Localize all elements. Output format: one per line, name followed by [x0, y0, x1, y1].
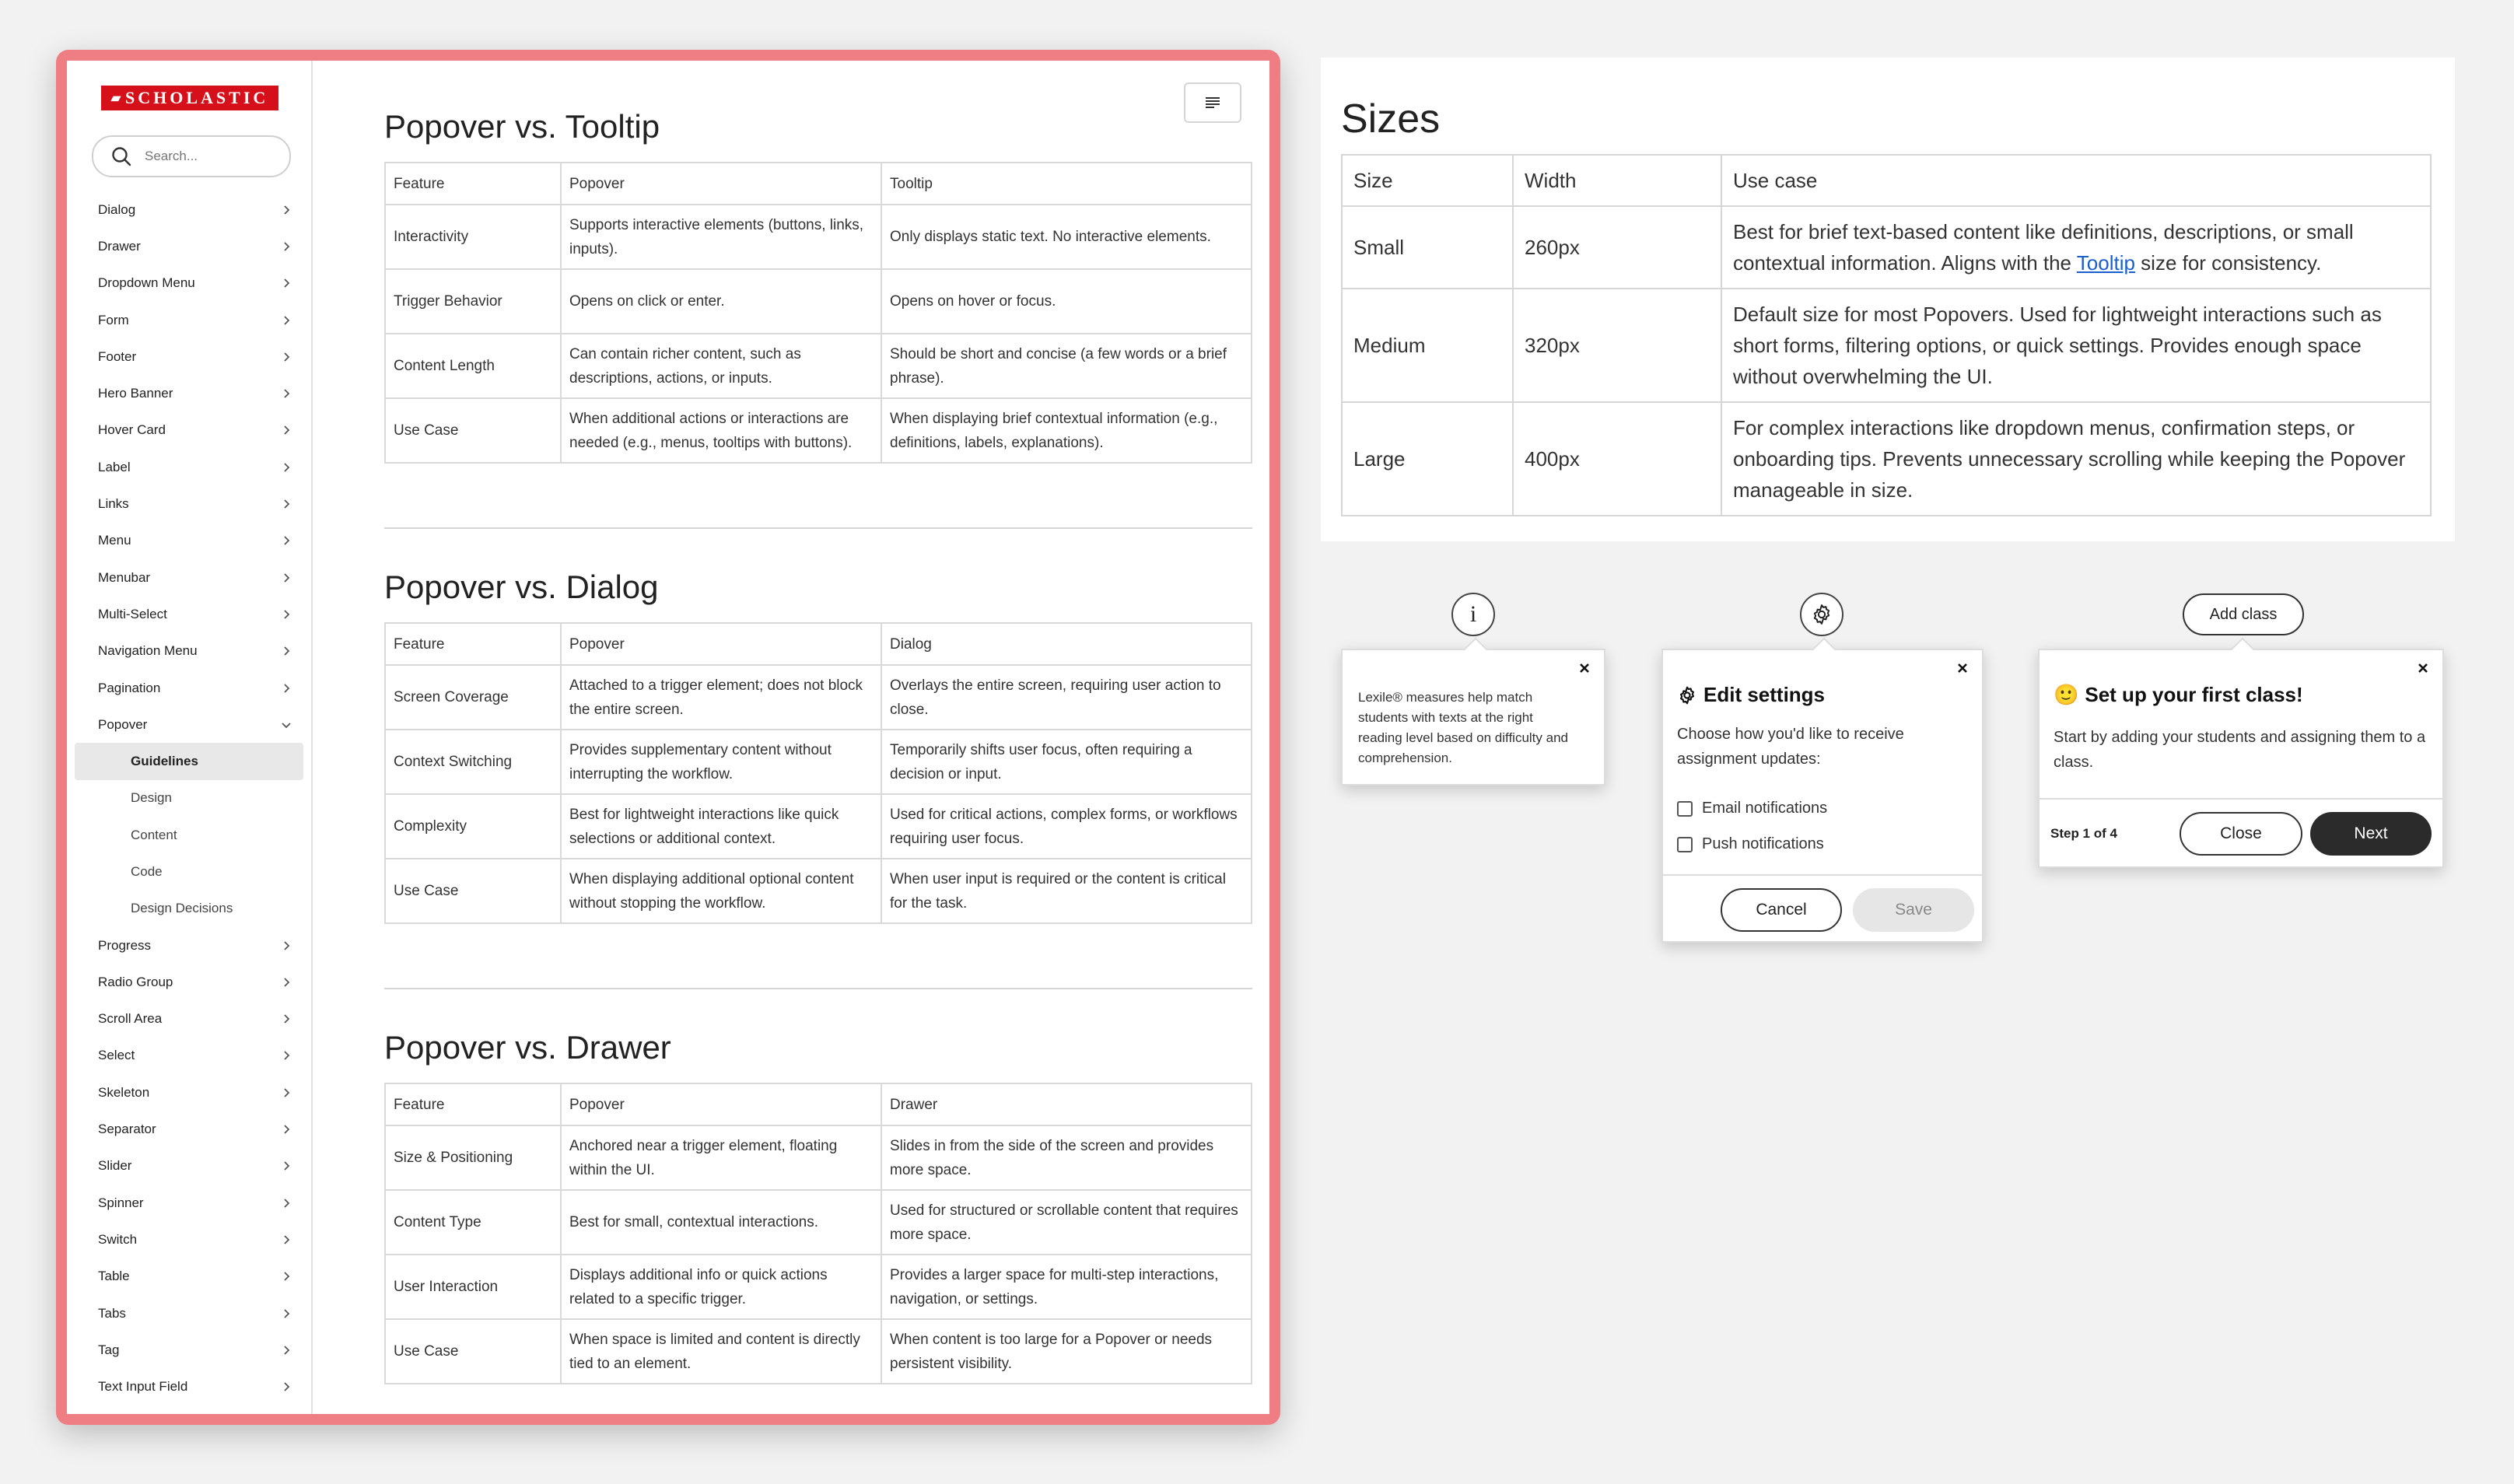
table-row [385, 665, 1252, 730]
table-cell: When displaying brief contextual information (e.g., definitions, labels, explanations). [881, 398, 1252, 463]
sizes-table [1341, 154, 2432, 516]
table-cell: Opens on click or enter. [561, 269, 881, 334]
sidebar-item-label: Form [98, 312, 129, 327]
sidebar-item[interactable] [67, 1148, 311, 1185]
email-checkbox[interactable] [1677, 801, 1693, 817]
sizes-header-cell: Size [1342, 155, 1513, 206]
sidebar-item-label: Separator [98, 1122, 156, 1137]
table-cell: Content Length [385, 334, 561, 398]
size-use-case [1721, 206, 2431, 289]
popover-body: Choose how you'd like to receive assignment updates: [1677, 726, 1904, 768]
sidebar-item-label: Slider [98, 1158, 132, 1174]
table-cell: Overlays the entire screen, requiring user action to close. [881, 665, 1252, 730]
info-icon: i [1469, 601, 1477, 627]
comparison-table-tooltip [384, 162, 1252, 464]
sidebar-item[interactable] [67, 265, 311, 302]
push-checkbox[interactable] [1677, 837, 1693, 852]
use-case-text: Best for brief text-based content like definitions, descriptions, or small contextual information. Aligns with the [1733, 220, 2354, 275]
table-cell: Attached to a trigger element; does not block the entire screen. [561, 665, 881, 730]
table-header-cell: Feature [385, 1083, 561, 1125]
sidebar-item[interactable] [67, 485, 311, 522]
table-cell: Provides supplementary content without interrupting the workflow. [561, 730, 881, 794]
table-row [385, 334, 1252, 398]
size-width: 320px [1513, 289, 1721, 402]
sidebar-item[interactable] [67, 559, 311, 596]
cancel-button[interactable]: Cancel [1721, 888, 1842, 932]
section-divider [384, 527, 1252, 529]
popover-footer [1663, 874, 1982, 944]
checkbox-label: Push notifications [1702, 835, 1824, 852]
sidebar-item-label: Table [98, 1269, 130, 1284]
chevron-right-icon [282, 242, 291, 251]
sidebar-item[interactable] [67, 1111, 311, 1147]
sidebar-subitem[interactable]: Code [131, 863, 163, 879]
table-cell: Use Case [385, 1319, 561, 1384]
sidebar-item-label: Spinner [98, 1195, 144, 1210]
sidebar-item[interactable] [67, 1332, 311, 1368]
table-cell: Content Type [385, 1190, 561, 1255]
section-title-drawer: Popover vs. Drawer [384, 1028, 671, 1066]
main-content [384, 61, 1269, 1414]
popover-text: Lexile® measures help match students with texts at the right reading level based on difficulty and comprehension. [1358, 690, 1568, 765]
add-class-button[interactable]: Add class [2183, 593, 2304, 635]
close-icon[interactable] [1576, 660, 1593, 677]
popover-arrow [1812, 637, 1836, 661]
sizes-row [1342, 206, 2431, 289]
sidebar-item[interactable] [67, 1258, 311, 1295]
sidebar [67, 61, 313, 1414]
sidebar-item-label: Dialog [98, 201, 136, 217]
table-cell: Best for small, contextual interactions. [561, 1190, 881, 1255]
sidebar-item-label: Hover Card [98, 422, 166, 438]
size-name: Large [1342, 402, 1513, 516]
sidebar-item-label: Dropdown Menu [98, 275, 195, 291]
chevron-right-icon [282, 1346, 291, 1355]
search-icon [110, 145, 132, 167]
table-cell: Used for structured or scrollable content that requires more space. [881, 1190, 1252, 1255]
size-width: 260px [1513, 206, 1721, 289]
section-divider [384, 988, 1252, 989]
table-cell: Size & Positioning [385, 1125, 561, 1190]
size-use-case: Default size for most Popovers. Used for lightweight interactions such as short forms, filtering options, or quick settings. Provides enough space without overwhelming the UI. [1721, 289, 2431, 402]
sidebar-item-label: Popover [98, 716, 148, 732]
table-cell: When content is too large for a Popover or needs persistent visibility. [881, 1319, 1252, 1384]
popover-title-text: Edit settings [1703, 683, 1826, 706]
chevron-right-icon [282, 610, 291, 619]
close-icon[interactable] [1954, 660, 1971, 677]
size-use-case: For complex interactions like dropdown menus, confirmation steps, or onboarding tips. Prevents unnecessary scrolling while keeping the Popover manageable in size. [1721, 402, 2431, 516]
table-cell: Context Switching [385, 730, 561, 794]
table-cell: When additional actions or interactions are needed (e.g., menus, tooltips with buttons). [561, 398, 881, 463]
chevron-right-icon [282, 425, 291, 435]
table-cell: Used for critical actions, complex forms, or workflows requiring user focus. [881, 794, 1252, 859]
table-cell: Only displays static text. No interactive elements. [881, 205, 1252, 269]
docs-window [67, 61, 1269, 1414]
table-row [385, 269, 1252, 334]
sidebar-item-label: Skeleton [98, 1084, 150, 1100]
next-button[interactable]: Next [2310, 812, 2432, 856]
sidebar-item-label: Switch [98, 1231, 138, 1247]
large-popover [2038, 649, 2444, 868]
chevron-right-icon [282, 316, 291, 325]
popover-arrow [2230, 637, 2254, 661]
chevron-right-icon [282, 389, 291, 398]
sidebar-item[interactable] [67, 1369, 311, 1405]
sizes-header-cell: Width [1513, 155, 1721, 206]
sidebar-search[interactable] [92, 135, 291, 177]
sidebar-item[interactable] [67, 670, 311, 706]
table-cell: Screen Coverage [385, 665, 561, 730]
chevron-right-icon [282, 1161, 291, 1171]
sidebar-subitem[interactable]: Design [131, 790, 172, 806]
sidebar-item[interactable] [67, 1221, 311, 1258]
sidebar-item-label: Tag [98, 1342, 120, 1357]
table-row [385, 398, 1252, 463]
chevron-right-icon [282, 1272, 291, 1281]
sidebar-item[interactable] [67, 302, 311, 338]
table-cell: Interactivity [385, 205, 561, 269]
sidebar-item[interactable] [67, 412, 311, 449]
sidebar-item[interactable] [67, 449, 311, 485]
tooltip-link[interactable]: Tooltip [2076, 251, 2135, 275]
sidebar-subitem[interactable]: Design Decisions [131, 901, 233, 916]
lines-icon [1203, 95, 1222, 110]
medium-popover [1661, 649, 1984, 943]
table-row [385, 1125, 1252, 1190]
table-row [385, 1190, 1252, 1255]
sizes-row [1342, 402, 2431, 516]
table-cell: Anchored near a trigger element, floating within the UI. [561, 1125, 881, 1190]
chevron-right-icon [282, 1382, 291, 1391]
table-cell: Trigger Behavior [385, 269, 561, 334]
gear-icon [1810, 603, 1833, 626]
small-popover [1341, 649, 1605, 786]
table-cell: When user input is required or the content is critical for the task. [881, 859, 1252, 923]
chevron-right-icon [282, 941, 291, 950]
comparison-table-dialog [384, 622, 1252, 924]
sidebar-item[interactable] [67, 706, 311, 743]
table-header-row [385, 623, 1252, 665]
table-cell: When space is limited and content is directly tied to an element. [561, 1319, 881, 1384]
table-header-cell: Popover [561, 623, 881, 665]
sizes-row [1342, 289, 2431, 402]
sidebar-item-label: Pagination [98, 680, 161, 695]
table-cell: Complexity [385, 794, 561, 859]
sidebar-item-label: Tabs [98, 1305, 126, 1321]
size-name: Small [1342, 206, 1513, 289]
use-case-text: size for consistency. [2134, 251, 2322, 275]
table-header-cell: Drawer [881, 1083, 1252, 1125]
table-cell: Best for lightweight interactions like quick selections or additional context. [561, 794, 881, 859]
sidebar-item[interactable] [67, 1295, 311, 1332]
table-of-contents-button[interactable] [1184, 82, 1241, 123]
table-cell: Can contain richer content, such as descriptions, actions, or inputs. [561, 334, 881, 398]
sidebar-item-label: Radio Group [98, 974, 173, 989]
table-row [385, 730, 1252, 794]
push-notifications-option[interactable] [1677, 835, 1824, 853]
table-cell: Slides in from the side of the screen and provides more space. [881, 1125, 1252, 1190]
chevron-right-icon [282, 278, 291, 288]
table-cell: Provides a larger space for multi-step interactions, navigation, or settings. [881, 1255, 1252, 1319]
save-button[interactable]: Save [1853, 888, 1974, 932]
chevron-right-icon [282, 1014, 291, 1024]
table-cell: Use Case [385, 859, 561, 923]
section-title-dialog: Popover vs. Dialog [384, 568, 659, 605]
popover-body: Start by adding your students and assigning them to a class. [2054, 729, 2426, 771]
sizes-header-cell: Use case [1721, 155, 2431, 206]
sidebar-item[interactable] [67, 596, 311, 632]
sidebar-item-label: Footer [98, 348, 137, 364]
chevron-right-icon [282, 352, 291, 362]
sidebar-item[interactable] [67, 191, 311, 228]
book-icon: ▰ [110, 92, 121, 105]
chevron-right-icon [282, 463, 291, 472]
sidebar-item[interactable] [67, 1185, 311, 1221]
settings-trigger-button[interactable] [1800, 593, 1843, 636]
sidebar-item-label: Select [98, 1048, 135, 1063]
sidebar-item[interactable] [67, 375, 311, 411]
table-row [385, 859, 1252, 923]
table-row [385, 794, 1252, 859]
sidebar-item-label: Scroll Area [98, 1011, 163, 1027]
chevron-right-icon [282, 1125, 291, 1134]
sidebar-item[interactable] [67, 964, 311, 1000]
gear-icon [1677, 685, 1697, 705]
table-header-cell: Feature [385, 623, 561, 665]
table-cell: Should be short and concise (a few words or a brief phrase). [881, 334, 1252, 398]
table-row [385, 205, 1252, 269]
chevron-right-icon [282, 684, 291, 693]
chevron-right-icon [282, 1199, 291, 1208]
table-header-cell: Popover [561, 1083, 881, 1125]
table-row [385, 1255, 1252, 1319]
sidebar-item[interactable] [67, 523, 311, 559]
chevron-down-icon [282, 720, 291, 730]
table-cell: When displaying additional optional content without stopping the workflow. [561, 859, 881, 923]
sidebar-item[interactable] [67, 927, 311, 964]
table-header-row [385, 1083, 1252, 1125]
table-header-cell: Feature [385, 163, 561, 205]
popover-title [1677, 683, 1825, 707]
table-cell: Supports interactive elements (buttons, links, inputs). [561, 205, 881, 269]
table-cell: Temporarily shifts user focus, often requiring a decision or input. [881, 730, 1252, 794]
sidebar-item-label: Drawer [98, 238, 141, 254]
sidebar-item-label: Hero Banner [98, 386, 173, 401]
sidebar-item-label: Navigation Menu [98, 643, 198, 659]
step-indicator: Step 1 of 4 [2050, 826, 2117, 841]
table-cell: Displays additional info or quick actions related to a specific trigger. [561, 1255, 881, 1319]
popover-title-text: Set up your first class! [2085, 683, 2303, 706]
sidebar-item-label: Progress [98, 937, 152, 953]
popover-title [2054, 683, 2303, 707]
size-width: 400px [1513, 402, 1721, 516]
chevron-right-icon [282, 1051, 291, 1060]
sidebar-item-label: Multi-Select [98, 606, 167, 621]
sidebar-nav [67, 191, 311, 1405]
chevron-right-icon [282, 978, 291, 987]
chevron-right-icon [282, 573, 291, 583]
sizes-title: Sizes [1341, 96, 1441, 142]
table-cell: Opens on hover or focus. [881, 269, 1252, 334]
popover-footer [2040, 798, 2442, 870]
sidebar-item-label: Label [98, 459, 131, 474]
sidebar-item-label: Menu [98, 533, 131, 548]
sidebar-subitem[interactable]: Guidelines [75, 743, 303, 779]
table-header-cell: Tooltip [881, 163, 1252, 205]
sidebar-item[interactable] [67, 338, 311, 375]
sidebar-item-label: Text Input Field [98, 1379, 188, 1395]
close-button[interactable]: Close [2180, 812, 2302, 856]
chevron-right-icon [282, 1309, 291, 1318]
chevron-right-icon [282, 646, 291, 656]
docs-window-frame [56, 50, 1280, 1425]
chevron-right-icon [282, 1235, 291, 1244]
sidebar-item-label: Links [98, 496, 129, 512]
checkbox-label: Email notifications [1702, 800, 1828, 817]
table-header-row [385, 163, 1252, 205]
chevron-right-icon [282, 536, 291, 545]
chevron-right-icon [282, 205, 291, 215]
sizes-header-row [1342, 155, 2431, 206]
sidebar-item[interactable] [67, 1001, 311, 1038]
email-notifications-option[interactable] [1677, 800, 1827, 817]
close-icon[interactable] [2414, 660, 2432, 677]
smile-emoji-icon: 🙂 [2054, 683, 2079, 706]
sidebar-item[interactable] [67, 228, 311, 264]
scholastic-logo[interactable] [101, 86, 278, 110]
table-cell: Use Case [385, 398, 561, 463]
table-header-cell: Popover [561, 163, 881, 205]
sizes-panel [1321, 58, 2455, 541]
comparison-table-drawer [384, 1083, 1252, 1384]
popover-arrow [1463, 637, 1487, 661]
sidebar-item[interactable] [67, 633, 311, 670]
chevron-right-icon [282, 499, 291, 509]
search-input[interactable] [143, 148, 263, 165]
info-trigger-button[interactable] [1451, 593, 1495, 636]
sidebar-item[interactable] [67, 1074, 311, 1111]
table-header-cell: Dialog [881, 623, 1252, 665]
chevron-right-icon [282, 1088, 291, 1097]
logo-text: SCHOLASTIC [125, 88, 269, 107]
sidebar-item[interactable] [67, 1038, 311, 1074]
sidebar-item-label: Menubar [98, 569, 151, 585]
table-cell: User Interaction [385, 1255, 561, 1319]
table-row [385, 1319, 1252, 1384]
sidebar-subitem[interactable]: Content [131, 827, 177, 842]
size-name: Medium [1342, 289, 1513, 402]
section-title-tooltip: Popover vs. Tooltip [384, 107, 660, 145]
